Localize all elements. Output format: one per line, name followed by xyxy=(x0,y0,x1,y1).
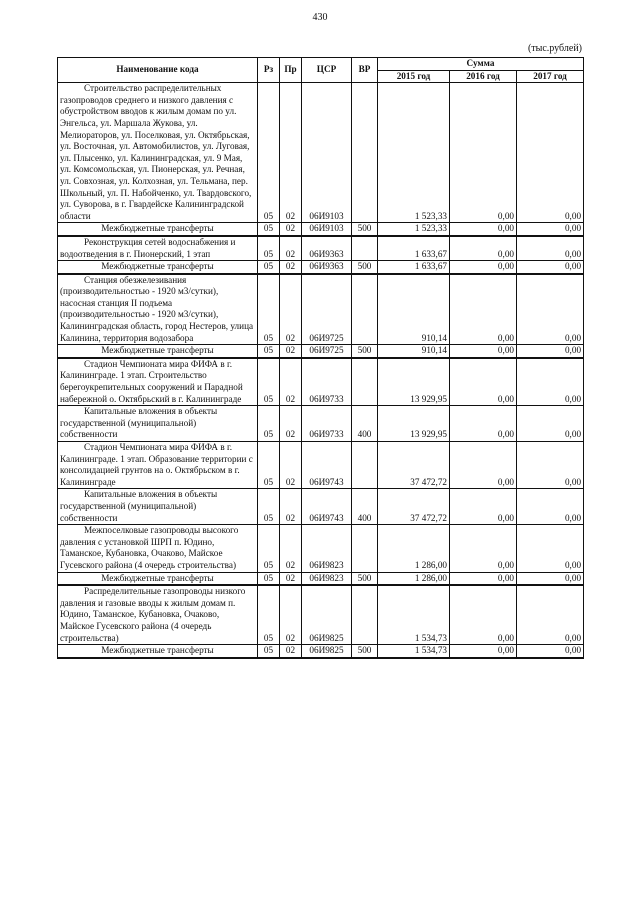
cell-y2016: 0,00 xyxy=(450,358,517,406)
cell-y2016: 0,00 xyxy=(450,525,517,572)
header-2015: 2015 год xyxy=(378,70,450,83)
cell-pr: 02 xyxy=(280,223,302,236)
cell-pr: 02 xyxy=(280,572,302,585)
cell-pr: 02 xyxy=(280,489,302,525)
cell-y2015: 910,14 xyxy=(378,274,450,345)
cell-y2016: 0,00 xyxy=(450,274,517,345)
cell-csr: 06И9103 xyxy=(302,83,352,223)
cell-y2017: 0,00 xyxy=(517,83,584,223)
table-row xyxy=(58,236,584,261)
cell-vr xyxy=(352,274,378,345)
header-2017: 2017 год xyxy=(517,70,584,83)
cell-name: Межбюджетные трансферты xyxy=(58,645,258,658)
cell-vr: 400 xyxy=(352,489,378,525)
cell-csr: 06И9363 xyxy=(302,236,352,261)
header-sum: Сумма xyxy=(378,58,584,71)
cell-rz: 05 xyxy=(258,489,280,525)
cell-y2017: 0,00 xyxy=(517,223,584,236)
cell-rz: 05 xyxy=(258,358,280,406)
cell-vr: 500 xyxy=(352,223,378,236)
cell-csr: 06И9733 xyxy=(302,358,352,406)
cell-pr: 02 xyxy=(280,406,302,442)
cell-rz: 05 xyxy=(258,645,280,658)
unit-label: (тыс.рублей) xyxy=(527,43,582,54)
cell-y2017: 0,00 xyxy=(517,358,584,406)
cell-name: Стадион Чемпионата мира ФИФА в г. Калининграде. 1 этап. Строительство берегоукрепительных сооружений и Парадной набережной о. Октябрьский в г. Калининграде xyxy=(58,358,258,406)
table-row xyxy=(58,274,584,345)
cell-rz: 05 xyxy=(258,406,280,442)
table-row xyxy=(58,525,584,572)
cell-csr: 06И9725 xyxy=(302,274,352,345)
cell-y2017: 0,00 xyxy=(517,645,584,658)
cell-y2016: 0,00 xyxy=(450,406,517,442)
cell-vr: 400 xyxy=(352,406,378,442)
cell-y2015: 1 286,00 xyxy=(378,572,450,585)
cell-name: Реконструкция сетей водоснабжения и водоотведения в г. Пионерский, 1 этап xyxy=(58,236,258,261)
cell-rz: 05 xyxy=(258,236,280,261)
cell-name: Строительство распределительных газопроводов среднего и низкого давления с обустройством вводов к жилым домам по ул. Энгельса, ул. Маршала Жукова, ул. Мелиораторов, ул. Поселковая, ул. Октябрьская, ул. Восточная, ул. Автомобилистов, ул. Луговая, ул. Плысенко, ул. Калининградская, ул. 9 Мая, ул. Комсомольская, ул. Пионерская, ул. Речная, ул. Совхозная, ул. Колхозная, ул. Тельмана, пер. Школьный, ул. П. Набойченко, ул. Твардовского, ул. Суворова, в г. Гвардейске Калининградской области xyxy=(58,83,258,223)
cell-y2016: 0,00 xyxy=(450,489,517,525)
cell-y2017: 0,00 xyxy=(517,442,584,489)
table-row xyxy=(58,223,584,236)
page-number: 430 xyxy=(312,12,328,23)
table-row xyxy=(58,358,584,406)
cell-pr: 02 xyxy=(280,345,302,358)
cell-csr: 06И9825 xyxy=(302,585,352,644)
cell-csr: 06И9725 xyxy=(302,345,352,358)
cell-pr: 02 xyxy=(280,83,302,223)
cell-y2015: 37 472,72 xyxy=(378,442,450,489)
cell-csr: 06И9823 xyxy=(302,572,352,585)
header-rz: Рз xyxy=(258,58,280,83)
cell-vr xyxy=(352,358,378,406)
cell-pr: 02 xyxy=(280,358,302,406)
header-name: Наименование кода xyxy=(58,58,258,83)
cell-y2015: 37 472,72 xyxy=(378,489,450,525)
cell-name: Межбюджетные трансферты xyxy=(58,572,258,585)
cell-name: Капитальные вложения в объекты государственной (муниципальной) собственности xyxy=(58,406,258,442)
cell-vr xyxy=(352,585,378,644)
header-pr: Пр xyxy=(280,58,302,83)
cell-rz: 05 xyxy=(258,274,280,345)
header-row xyxy=(58,58,584,71)
cell-vr xyxy=(352,442,378,489)
table-row xyxy=(58,645,584,658)
cell-name: Межбюджетные трансферты xyxy=(58,345,258,358)
cell-y2015: 1 534,73 xyxy=(378,645,450,658)
cell-y2017: 0,00 xyxy=(517,406,584,442)
cell-y2016: 0,00 xyxy=(450,223,517,236)
cell-rz: 05 xyxy=(258,83,280,223)
cell-csr: 06И9743 xyxy=(302,489,352,525)
cell-name: Межбюджетные трансферты xyxy=(58,261,258,274)
table-row xyxy=(58,489,584,525)
table-row xyxy=(58,261,584,274)
cell-y2016: 0,00 xyxy=(450,572,517,585)
cell-csr: 06И9823 xyxy=(302,525,352,572)
cell-rz: 05 xyxy=(258,442,280,489)
cell-y2017: 0,00 xyxy=(517,489,584,525)
table-row xyxy=(58,442,584,489)
cell-vr xyxy=(352,525,378,572)
cell-csr: 06И9733 xyxy=(302,406,352,442)
cell-y2015: 1 523,33 xyxy=(378,223,450,236)
cell-name: Межпоселковые газопроводы высокого давления с установкой ШРП п. Юдино, Таманское, Кубановка, Очаково, Майское Гусевского района (4 очередь строительства) xyxy=(58,525,258,572)
cell-y2015: 1 633,67 xyxy=(378,261,450,274)
cell-vr: 500 xyxy=(352,261,378,274)
cell-y2016: 0,00 xyxy=(450,236,517,261)
cell-name: Станция обезжелезивания (производительностью - 1920 м3/сутки), насосная станция II подъема (производительностью - 1920 м3/сутки), Калининградская область, город Нестеров, улица Калинина, территория водозабора xyxy=(58,274,258,345)
cell-pr: 02 xyxy=(280,585,302,644)
cell-csr: 06И9743 xyxy=(302,442,352,489)
cell-pr: 02 xyxy=(280,236,302,261)
cell-rz: 05 xyxy=(258,223,280,236)
cell-y2015: 1 523,33 xyxy=(378,83,450,223)
cell-vr xyxy=(352,83,378,223)
header-2016: 2016 год xyxy=(450,70,517,83)
cell-rz: 05 xyxy=(258,261,280,274)
cell-y2015: 910,14 xyxy=(378,345,450,358)
table-row xyxy=(58,345,584,358)
cell-csr: 06И9363 xyxy=(302,261,352,274)
cell-rz: 05 xyxy=(258,525,280,572)
header-vr: ВР xyxy=(352,58,378,83)
cell-y2017: 0,00 xyxy=(517,585,584,644)
header-csr: ЦСР xyxy=(302,58,352,83)
cell-y2017: 0,00 xyxy=(517,236,584,261)
table-row xyxy=(58,585,584,644)
cell-y2017: 0,00 xyxy=(517,261,584,274)
cell-name: Межбюджетные трансферты xyxy=(58,223,258,236)
cell-vr: 500 xyxy=(352,572,378,585)
table-row xyxy=(58,572,584,585)
cell-name: Капитальные вложения в объекты государственной (муниципальной) собственности xyxy=(58,489,258,525)
cell-y2017: 0,00 xyxy=(517,345,584,358)
table-row xyxy=(58,83,584,223)
cell-pr: 02 xyxy=(280,442,302,489)
cell-rz: 05 xyxy=(258,585,280,644)
cell-y2016: 0,00 xyxy=(450,645,517,658)
cell-name: Распределительные газопроводы низкого давления и газовые вводы к жилым домам п. Юдино, Таманское, Кубановка, Очаково, Майское Гусевского района (4 очередь строительства) xyxy=(58,585,258,644)
cell-y2017: 0,00 xyxy=(517,525,584,572)
cell-vr xyxy=(352,236,378,261)
budget-table xyxy=(57,57,584,659)
cell-pr: 02 xyxy=(280,261,302,274)
cell-y2016: 0,00 xyxy=(450,261,517,274)
cell-y2015: 13 929,95 xyxy=(378,358,450,406)
cell-rz: 05 xyxy=(258,345,280,358)
cell-vr: 500 xyxy=(352,645,378,658)
cell-pr: 02 xyxy=(280,525,302,572)
cell-csr: 06И9825 xyxy=(302,645,352,658)
cell-y2016: 0,00 xyxy=(450,442,517,489)
cell-csr: 06И9103 xyxy=(302,223,352,236)
cell-rz: 05 xyxy=(258,572,280,585)
cell-y2015: 1 286,00 xyxy=(378,525,450,572)
cell-y2016: 0,00 xyxy=(450,585,517,644)
cell-y2015: 13 929,95 xyxy=(378,406,450,442)
cell-y2017: 0,00 xyxy=(517,274,584,345)
cell-vr: 500 xyxy=(352,345,378,358)
cell-pr: 02 xyxy=(280,645,302,658)
cell-y2015: 1 633,67 xyxy=(378,236,450,261)
table-row xyxy=(58,406,584,442)
cell-y2016: 0,00 xyxy=(450,83,517,223)
cell-y2017: 0,00 xyxy=(517,572,584,585)
cell-y2015: 1 534,73 xyxy=(378,585,450,644)
cell-name: Стадион Чемпионата мира ФИФА в г. Калининграде. 1 этап. Образование территории с консолидацией грунтов на о. Октябрьском в г. Калининграде xyxy=(58,442,258,489)
cell-pr: 02 xyxy=(280,274,302,345)
cell-y2016: 0,00 xyxy=(450,345,517,358)
